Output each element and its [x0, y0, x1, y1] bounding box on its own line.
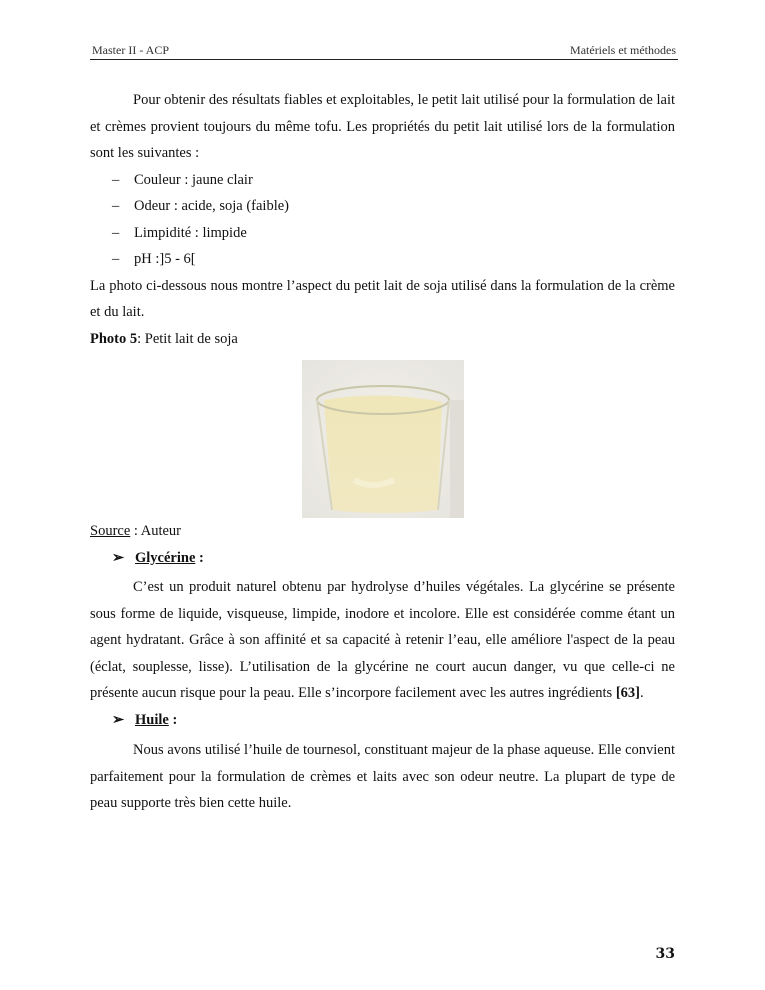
- dash-marker: –: [112, 171, 120, 188]
- whey-beaker-photo: [302, 360, 464, 518]
- glycerine-heading: [90, 545, 675, 572]
- page-number: 33: [655, 946, 675, 962]
- heading-colon: :: [168, 711, 178, 728]
- property-text: Couleur : jaune clair: [134, 171, 253, 188]
- arrow-bullet-icon: ➢: [112, 549, 125, 566]
- header-right: Matériels et méthodes: [570, 43, 676, 57]
- photo-intro-paragraph: La photo ci-dessous nous montre l’aspect du petit lait de soja utilisé dans la formulation de la crème et du lait.: [90, 277, 675, 320]
- photo-caption: [90, 326, 675, 353]
- arrow-bullet-icon: ➢: [112, 711, 125, 728]
- property-text: pH :]5 - 6[: [134, 251, 196, 267]
- photo-container: [90, 360, 675, 518]
- header-left: Master II - ACP: [92, 43, 169, 57]
- glycerine-paragraph: [90, 574, 675, 707]
- glycerine-title: Glycérine: [135, 549, 196, 566]
- source-label: Source: [90, 523, 131, 539]
- intro-paragraph: Pour obtenir des résultats fiables et exploitables, le petit lait utilisé pour la formulation de lait et crèmes provient toujours du même tofu. Les propriétés du petit lait utilisé lors de la formulation sont les suivantes :: [90, 92, 675, 161]
- property-text: Odeur : acide, soja (faible): [134, 198, 289, 214]
- heading-colon: :: [195, 549, 204, 566]
- glycerine-end: .: [639, 685, 644, 701]
- glycerine-text: C’est un produit naturel obtenu par hydrolyse d’huiles végétales. La glycérine se présente sous forme de liquide, visqueuse, limpide, inodore et incolore. Elle est considérée comme étant un agent hydratant. Grâce à son affinité et sa capacité à retenir l’eau, elle améliore l'aspect de la peau (éclat, souplesse, lisse). L’utilisation de la glycérine ne court aucun danger, vu que celle-ci ne présente aucun risque pour la peau. Elle s’incorpore facilement avec les autres ingrédients: [90, 579, 675, 701]
- photo-caption-text: : Petit lait de soja: [137, 330, 238, 347]
- huile-heading: [90, 707, 675, 734]
- photo-label: Photo 5: [90, 330, 138, 347]
- list-item: [90, 167, 675, 194]
- dash-marker: –: [112, 224, 120, 241]
- source-value: : Auteur: [130, 523, 182, 539]
- photo-shelf-edge: [450, 400, 464, 518]
- huile-paragraph: Nous avons utilisé l’huile de tournesol, constituant majeur de la phase aqueuse. Elle convient parfaitement pour la formulation de crèmes et laits avec son odeur neutre. La plupart de type de peau supporte très bien cette huile.: [90, 742, 675, 811]
- photo-source: [90, 518, 675, 545]
- huile-title: Huile: [135, 711, 169, 728]
- dash-marker: –: [112, 198, 120, 214]
- page-content: [90, 87, 675, 817]
- reference-63: [63]: [615, 685, 640, 701]
- dash-marker: –: [112, 251, 120, 267]
- list-item: [90, 220, 675, 247]
- list-item: [90, 246, 675, 273]
- list-item: [90, 193, 675, 220]
- properties-list: [90, 167, 675, 273]
- page-header: [90, 43, 678, 60]
- property-text: Limpidité : limpide: [134, 224, 247, 241]
